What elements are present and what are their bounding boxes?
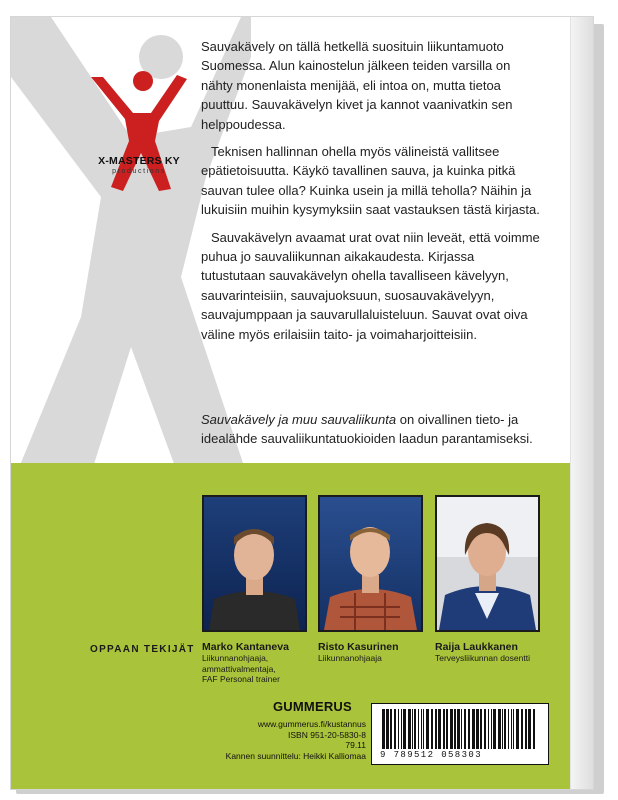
blurb-text: [201, 37, 541, 352]
author-photo-raija: [435, 495, 540, 632]
logo-subtitle: productions: [112, 168, 166, 175]
author-raija: [435, 641, 565, 664]
author-photo-risto: [318, 495, 423, 632]
book-back-cover: [10, 16, 594, 790]
author-name: Marko Kantaneva: [202, 641, 289, 653]
book-title-italic: Sauvakävely ja muu sauvaliikunta: [201, 412, 397, 427]
isbn-line: ISBN 951-20-5830-8: [288, 729, 366, 740]
barcode-number: 9 789512 058303: [380, 750, 483, 760]
author-role: Liikunnanohjaaja,: [202, 653, 269, 663]
cover-edge: [570, 17, 593, 789]
closing-rest: on oivallinen tieto- ja idealähde sauvaliikuntatuokioiden laadun parantamiseksi.: [201, 412, 533, 447]
cover-design-line: Kannen suunnittelu: Heikki Kalliomaa: [225, 750, 366, 761]
author-photo-marko: [202, 495, 307, 632]
blurb-paragraph: Teknisen hallinnan ohella myös välineistä vallitsee epätietoisuutta. Käykö tavallinen sauva, ja kuinka pitkä sauvan tulee olla? Kuinka usein ja millä teholla? Näihin ja lukuisiin muihin kysymyksiin saat vastauksen tästä kirjasta.: [201, 144, 540, 218]
author-role: Terveysliikunnan dosentti: [435, 653, 530, 663]
blurb-paragraph: Sauvakävelyn avaamat urat ovat niin leveät, että voimme puhua jo sauvaliikunnan aikakaudesta. Kirjassa tutustutaan sauvakävelyn ohella tavalliseen kävelyyn, sauvarinteisiin, sauvajuoksuun, suosauvakävelyyn, sauvajumppaan ja sauvarullaluisteluun. Sauvat ovat oiva väline myös erilaisiin taito- ja voimaharjoitteisiin.: [201, 229, 540, 342]
publisher-info: [216, 719, 366, 761]
barcode-icon: [380, 709, 540, 749]
author-risto: [318, 641, 448, 664]
author-role: ammattivalmentaja,: [202, 663, 276, 674]
authors-label: OPPAAN TEKIJÄT: [90, 644, 195, 655]
x-masters-logo-icon: [81, 57, 191, 197]
publisher-url: www.gummerus.fi/kustannus: [257, 719, 366, 729]
logo-name: X-MASTERS KY: [98, 155, 180, 167]
author-name: Risto Kasurinen: [318, 641, 399, 653]
publisher-name: GUMMERUS: [273, 699, 352, 714]
author-role: FAF Personal trainer: [202, 674, 280, 684]
closing-sentence: [201, 410, 546, 449]
author-marko: [202, 641, 332, 685]
classification-line: 79.11: [345, 740, 366, 750]
barcode-box: [371, 703, 549, 765]
author-role: Liikunnanohjaaja: [318, 653, 382, 663]
author-name: Raija Laukkanen: [435, 641, 518, 653]
blurb-paragraph: Sauvakävely on tällä hetkellä suosituin liikuntamuoto Suomessa. Alun kainostelun jälkeen teiden varsilla on nähty monenlaista menijää, eli intoa on, mutta tietoa puuttuu. Sauvakävelyn kivet ja kannot vaanivatkin sen helppoudessa.: [201, 39, 513, 132]
